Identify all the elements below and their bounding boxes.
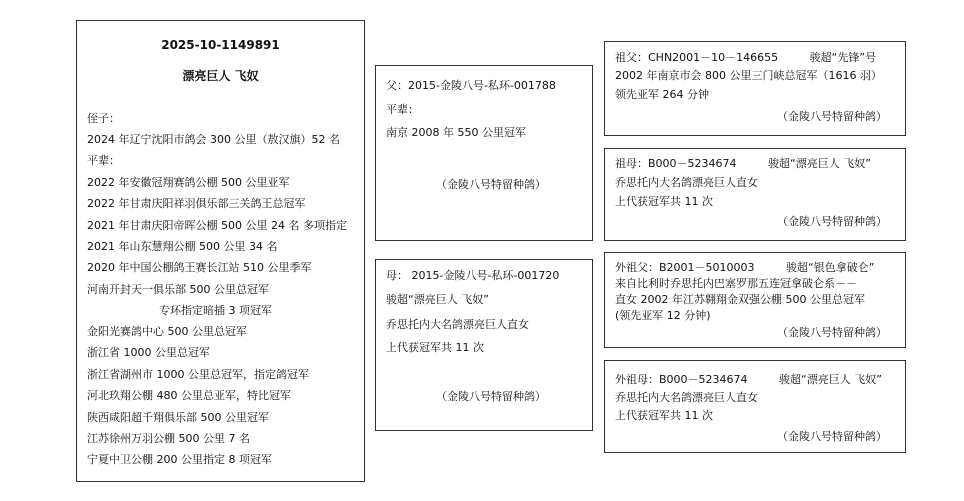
father-peer-label: 平辈：: [386, 103, 419, 116]
grandfather-ring: 祖父：CHN2001－10－146655: [615, 51, 779, 64]
father-peer-record: 南京 2008 年 550 公里冠军: [386, 126, 526, 139]
grandmother-ring: 祖母：B000－5234674: [615, 157, 737, 170]
grandmother-record: 上代获冠军共 11 次: [615, 195, 713, 208]
grandmother-lineage: 乔思托内大名鸽漂亮巨人直女: [615, 176, 758, 189]
grandmother-ring-line: [615, 157, 871, 171]
grandfather-panel: [604, 41, 906, 136]
sibling-record: 浙江省湖州市 1000 公里总冠军，指定鸽冠军: [87, 368, 309, 381]
pigeon-name: 漂亮巨人 飞奴: [182, 69, 259, 83]
father-ring: 父：2015-金陵八号-私环-001788: [386, 79, 556, 92]
grandfather-record: 领先亚军 264 分钟: [615, 88, 709, 101]
maternal-grandfather-panel: [604, 252, 906, 348]
sibling-record: 浙江省 1000 公里总冠军: [87, 346, 210, 359]
nephew-label: 侄子：: [87, 112, 120, 125]
sibling-record: 河南开封天一俱乐部 500 公里总冠军: [87, 283, 269, 296]
grandmother-name: 骏超“漂亮巨人 飞奴”: [768, 157, 871, 170]
sibling-record: 河北玖翔公棚 480 公里总亚军，特比冠军: [87, 389, 291, 402]
maternal-grandfather-lineage: 来自比利时乔思托内巴塞罗那五连冠拿破仑系－－: [615, 277, 857, 290]
grandmother-panel: [604, 148, 906, 241]
maternal-grandmother-ring: 外祖母：B000－5234674: [615, 373, 748, 386]
grandfather-ring-line: [615, 51, 876, 65]
mother-panel: [375, 259, 593, 431]
mother-signature: （金陵八号特留种鸽）: [436, 390, 546, 403]
grandfather-record: 2002 年南京市会 800 公里三门峡总冠军（1616 羽）: [615, 69, 882, 82]
maternal-grandmother-signature: （金陵八号特留种鸽）: [777, 430, 887, 443]
mother-record: 上代获冠军共 11 次: [386, 341, 484, 354]
maternal-grandmother-name: 骏超“漂亮巨人 飞奴”: [779, 373, 882, 386]
father-panel: [375, 65, 593, 241]
grandfather-signature: （金陵八号特留种鸽）: [777, 110, 887, 123]
maternal-grandfather-ring: 外祖父：B2001－5010003: [615, 261, 755, 274]
maternal-grandmother-lineage: 乔思托内大名鸽漂亮巨人直女: [615, 391, 758, 404]
maternal-grandmother-record: 上代获冠军共 11 次: [615, 409, 713, 422]
sibling-record: 江苏徐州万羽公棚 500 公里 7 名: [87, 432, 250, 445]
maternal-grandfather-ring-line: [615, 261, 874, 275]
nephew-record: 2024 年辽宁沈阳市鸽会 300 公里（敖汉旗）52 名: [87, 133, 340, 146]
sibling-record: 2020 年中国公棚鸽王赛长江站 510 公里季军: [87, 261, 312, 274]
maternal-grandmother-ring-line: [615, 373, 882, 387]
maternal-grandmother-panel: [604, 360, 906, 453]
sibling-record: 2022 年甘肃庆阳祥羽俱乐部三关鸽王总冠军: [87, 197, 306, 210]
sibling-record: 2021 年甘肃庆阳帝晖公棚 500 公里 24 名 多项指定: [87, 219, 347, 232]
maternal-grandfather-name: 骏超“银色拿破仑”: [786, 261, 875, 274]
ring-number: 2025-10-1149891: [161, 38, 280, 52]
sibling-label: 平辈：: [87, 154, 120, 167]
mother-lineage: 乔思托内大名鸽漂亮巨人直女: [386, 318, 529, 331]
sibling-record: 2022 年安徽冠翔赛鸽公棚 500 公里亚军: [87, 176, 290, 189]
mother-ring: 母： 2015-金陵八号-私环-001720: [386, 269, 560, 282]
maternal-grandfather-record: 直女 2002 年江苏翱翔金双强公棚 500 公里总冠军: [615, 293, 865, 306]
sibling-record: 金阳光赛鸽中心 500 公里总冠军: [87, 325, 247, 338]
sibling-record: 宁夏中卫公棚 200 公里指定 8 项冠军: [87, 453, 272, 466]
grandmother-signature: （金陵八号特留种鸽）: [777, 215, 887, 228]
maternal-grandfather-signature: （金陵八号特留种鸽）: [777, 326, 887, 339]
mother-lineage: 骏超“漂亮巨人 飞奴”: [386, 293, 489, 306]
sibling-record: 2021 年山东慧翔公棚 500 公里 34 名: [87, 240, 278, 253]
grandfather-name: 骏超“先锋”号: [809, 51, 877, 64]
subject-panel: [76, 20, 365, 482]
sibling-record: 陕西咸阳超千翔俱乐部 500 公里冠军: [87, 411, 269, 424]
father-signature: （金陵八号特留种鸽）: [436, 178, 546, 191]
sibling-record: 专环指定暗插 3 项冠军: [159, 304, 272, 317]
maternal-grandfather-record: (领先亚军 12 分钟): [615, 309, 711, 322]
